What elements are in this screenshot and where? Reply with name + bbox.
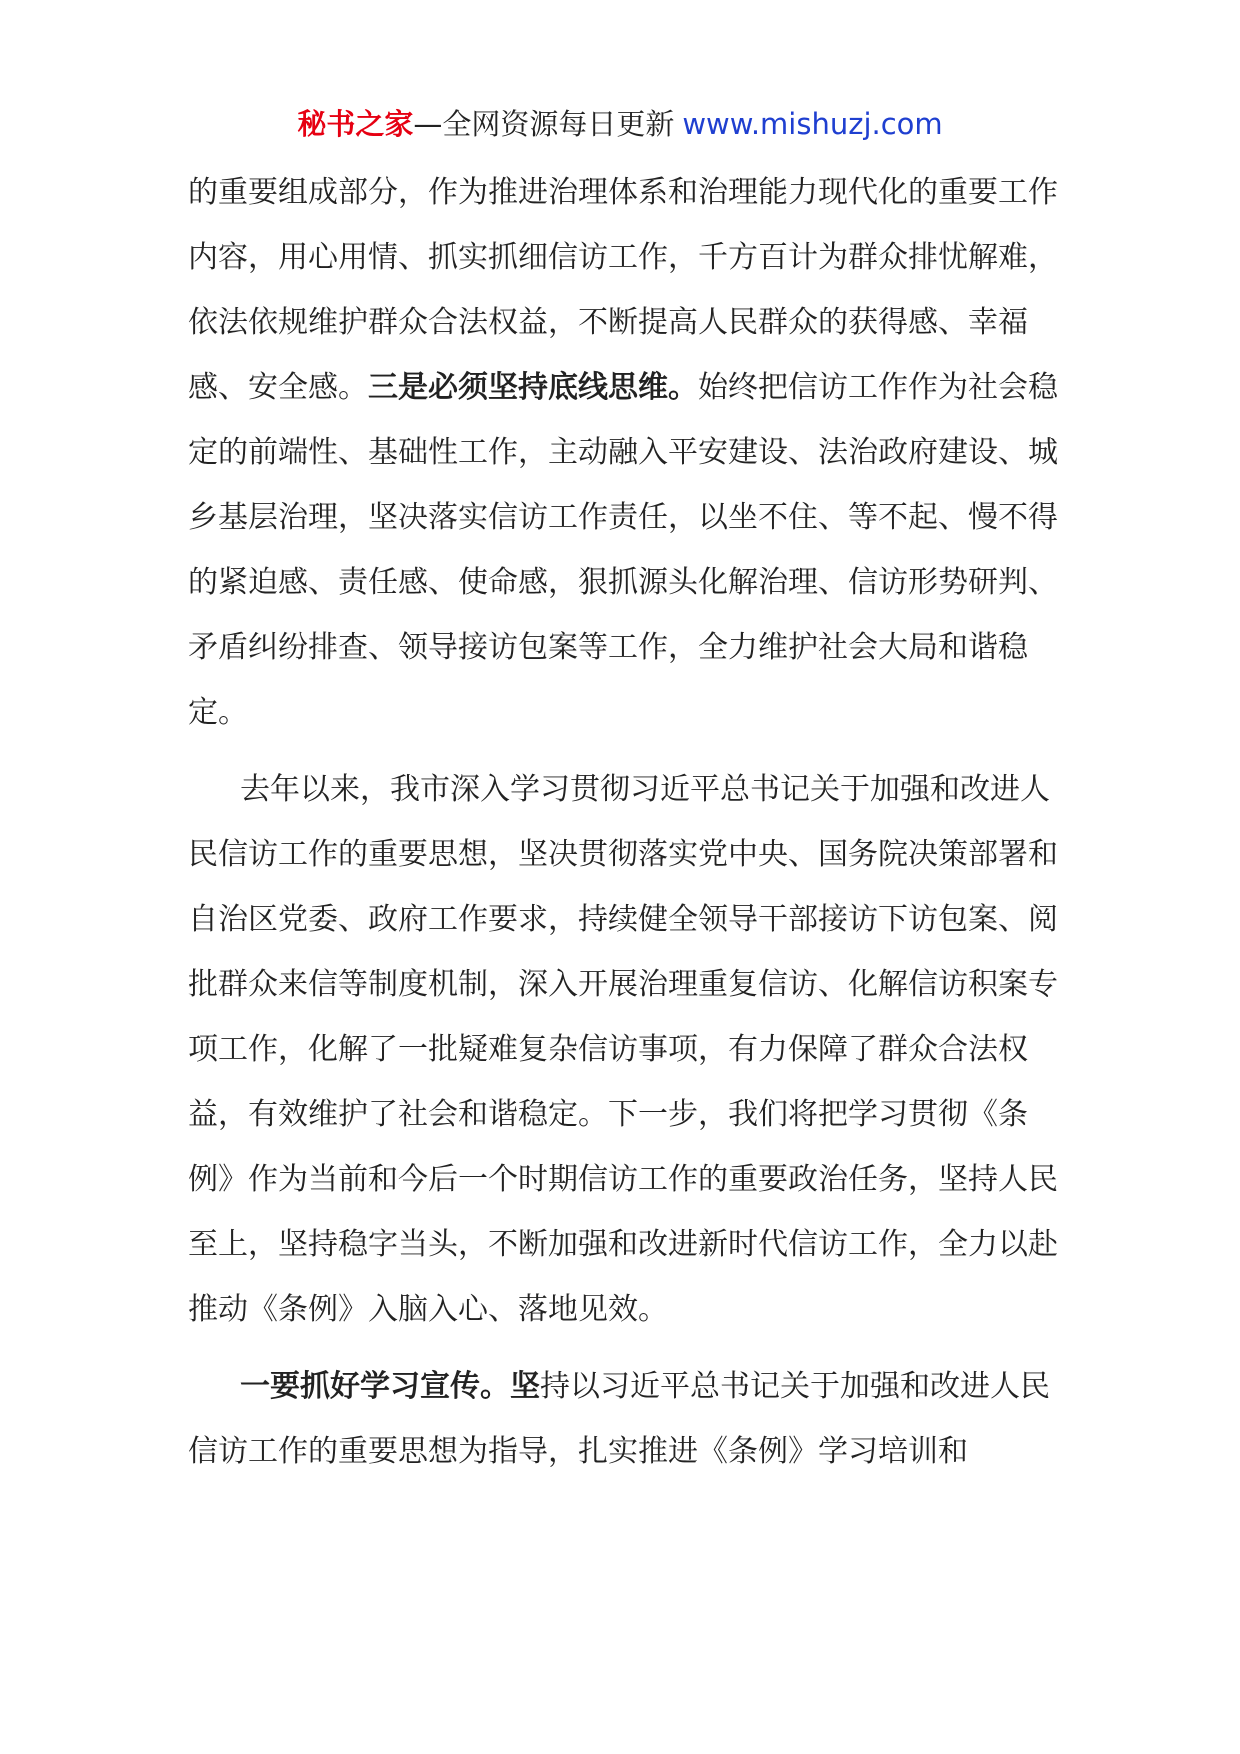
site-url-link[interactable]: www.mishuzj.com: [682, 107, 943, 141]
header-slogan: —全网资源每日更新: [413, 107, 675, 141]
paragraph-1-lead: 的重要组成部分，作为推进治理体系和治理能力现代化的重要工作内容，用心用情、抓实抓细信访工作，千方百计为群众排忧解难，依法依规维护群众合法权益，不断提高人民群众的获得感、幸福感、安全感。: [188, 175, 1058, 405]
paragraph-1-bold-heading: 三是必须坚持底线思维。: [368, 370, 698, 405]
site-header: [0, 104, 1240, 144]
document-body: [188, 160, 1060, 1496]
paragraph-3-bold-heading: 一要抓好学习宣传。坚: [240, 1369, 540, 1404]
paragraph-1: [188, 160, 1060, 745]
paragraph-3-tail: 持以习近平总书记关于加强和改进人民信访工作的重要思想为指导，扎实推进《条例》学习培训和: [188, 1369, 1050, 1469]
paragraph-3: [188, 1354, 1060, 1484]
paragraph-1-tail: 始终把信访工作作为社会稳定的前端性、基础性工作，主动融入平安建设、法治政府建设、城乡基层治理，坚决落实信访工作责任，以坐不住、等不起、慢不得的紧迫感、责任感、使命感，狠抓源头化解治理、信访形势研判、矛盾纠纷排查、领导接访包案等工作，全力维护社会大局和谐稳定。: [188, 370, 1058, 730]
brand-name: 秘书之家: [297, 107, 414, 141]
paragraph-2: 去年以来，我市深入学习贯彻习近平总书记关于加强和改进人民信访工作的重要思想，坚决贯彻落实党中央、国务院决策部署和自治区党委、政府工作要求，持续健全领导干部接访下访包案、阅批群众来信等制度机制，深入开展治理重复信访、化解信访积案专项工作，化解了一批疑难复杂信访事项，有力保障了群众合法权益，有效维护了社会和谐稳定。下一步，我们将把学习贯彻《条例》作为当前和今后一个时期信访工作的重要政治任务，坚持人民至上，坚持稳字当头，不断加强和改进新时代信访工作，全力以赴推动《条例》入脑入心、落地见效。: [188, 772, 1058, 1327]
